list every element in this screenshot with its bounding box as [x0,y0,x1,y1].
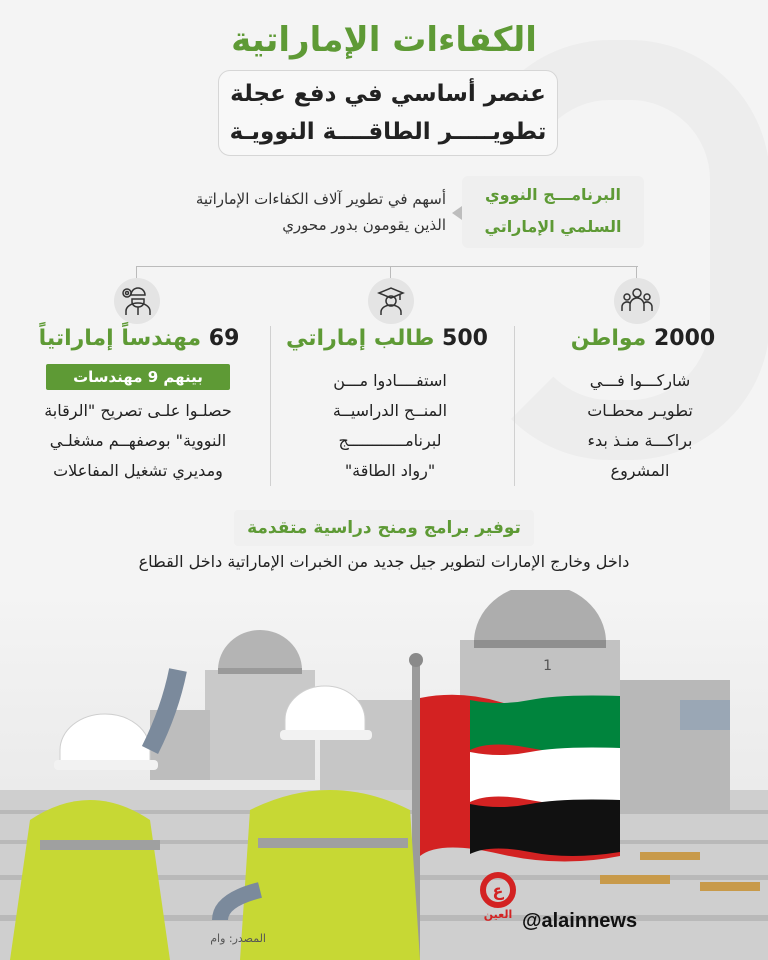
stat-citizens-body [540,366,740,486]
alain-logo-mark: ع [480,872,516,908]
program-name-line-1: البرنامـــج النووي [484,185,622,204]
pointer-arrow-icon [452,206,462,220]
column-divider [514,326,515,486]
stat-engineers-number: 69 [208,326,240,351]
stat-students-line: المنــح الدراسيــة [332,401,448,420]
stat-engineers-line: النووية" بوصفهــم مشغلـي [49,431,227,450]
program-name-box [462,176,644,248]
stat-students-line: "رواد الطاقة" [344,461,436,480]
svg-text:1: 1 [543,658,552,674]
stat-engineers-line: ومديري تشغيل المفاعلات [53,461,223,480]
subtitle-line-1: عنصر أساسي في دفع عجلة [230,81,546,107]
stat-citizens-number: 2000 [653,326,716,351]
stat-students-line: لبرنامــــــــــــج [338,431,442,450]
stat-students-heading [272,326,502,351]
stat-students-line: استفــــادوا مـــن [333,371,447,390]
section-description: داخل وخارج الإمارات لتطوير جيل جديد من الخبرات الإماراتية داخل القطاع [138,552,630,571]
stat-citizens-line: براكـــة منـذ بدء [587,431,693,450]
stat-engineers-label: مهندساً إماراتياً [38,326,202,351]
graduate-icon [368,278,414,324]
plant-scene-illustration [0,590,768,960]
program-name-line-2: السلمي الإماراتي [484,217,622,236]
stat-engineers-line: حصلـوا علـى تصريح "الرقابة [44,401,232,420]
stat-students-number: 500 [442,326,488,351]
stat-citizens-line: المشروع [610,461,670,480]
social-handle: @alainnews [522,910,638,932]
alain-logo-text: العين [483,908,513,921]
subtitle-line-2: تطويـــــر الطاقــــة النوويـة [229,119,547,145]
page-title: الكفاءات الإماراتية [231,20,537,60]
program-desc-line-1: أسهم في تطوير آلاف الكفاءات الإماراتية [195,190,446,208]
people-group-icon [614,278,660,324]
column-divider [270,326,271,486]
source-credit: المصدر: وام [210,932,266,945]
alain-logo [476,872,520,926]
program-desc-line-2: الذين يقومون بدور محوري [282,216,446,234]
stat-citizens-label: مواطن [570,326,647,351]
stat-citizens-line: شاركـــوا فـــي [589,371,691,390]
stat-engineers-highlight: بينهم 9 مهندسات [46,364,230,390]
stat-engineers-heading [24,326,254,351]
tree-connector-line [136,266,638,267]
engineer-icon [114,278,160,324]
stat-students-label: طالب إماراتي [286,326,435,351]
stat-engineers-body [20,396,256,486]
stat-citizens-heading [528,326,758,351]
program-description [190,186,446,238]
section-title: توفير برامج ومنح دراسية متقدمة [234,510,534,546]
stat-students-body [290,366,490,486]
subtitle-box [218,70,558,156]
stat-citizens-line: تطويـر محطـات [587,401,693,420]
